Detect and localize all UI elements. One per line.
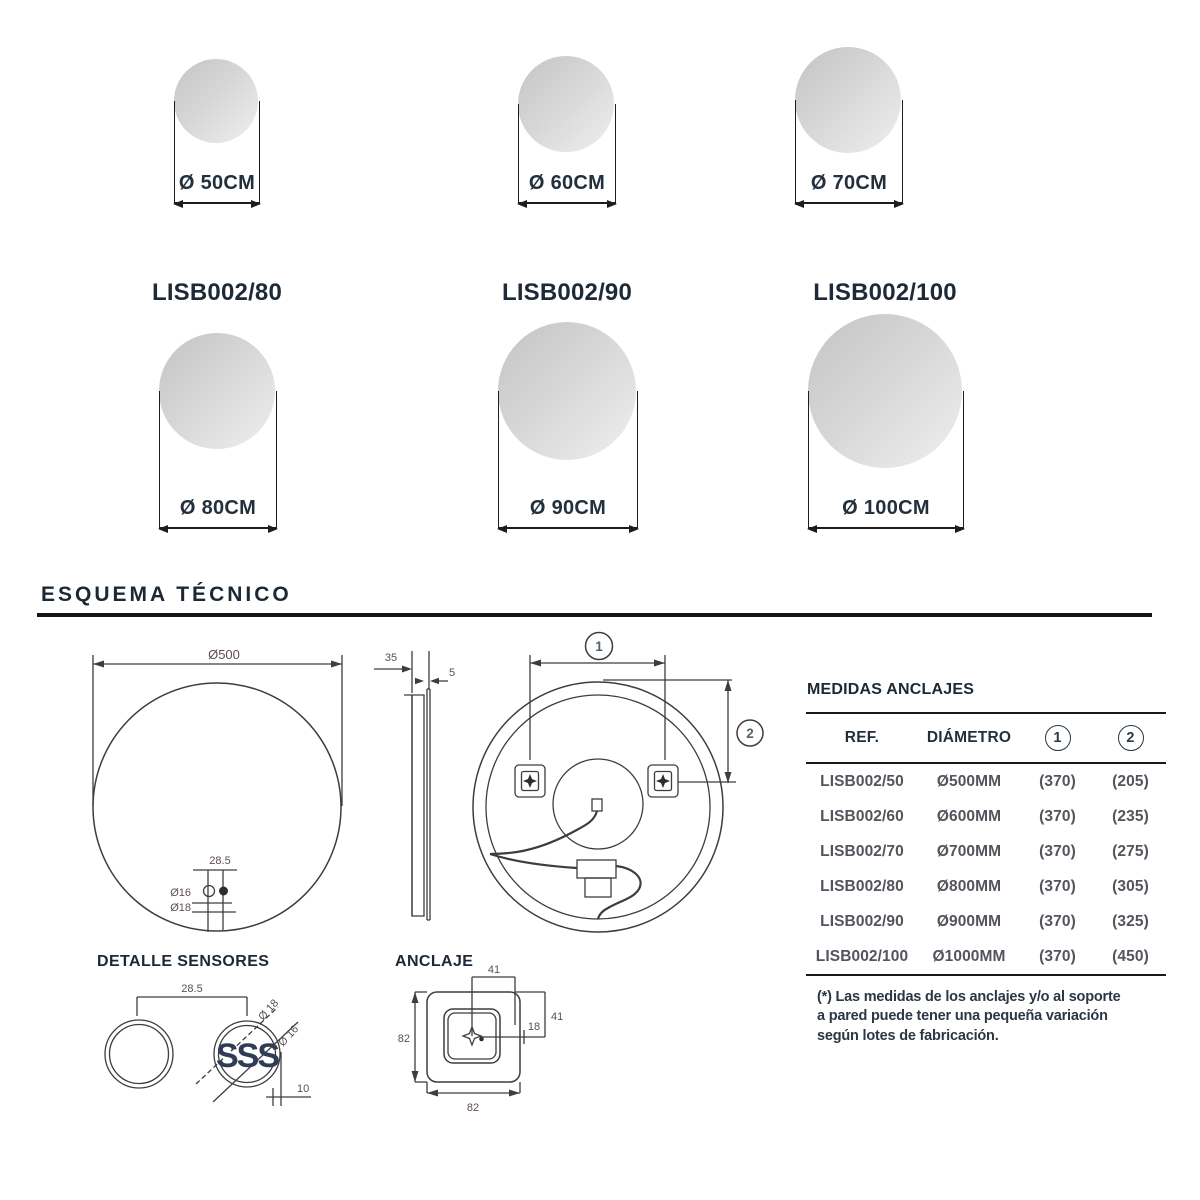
badge-2-icon: 2: [1118, 725, 1144, 751]
size-label: Ø 60CM: [528, 172, 606, 194]
dimension-bracket-50cm: [174, 101, 260, 204]
arrow-right-icon: [955, 525, 965, 533]
table-cell-ref: LISB002/50: [820, 772, 904, 790]
technical-drawings: [0, 620, 800, 1200]
table-cell-d1: (370): [1039, 807, 1076, 825]
arrow-left-icon: [173, 200, 183, 208]
arrow-right-icon: [629, 525, 639, 533]
badge-1-icon: 1: [1045, 725, 1071, 751]
back-view-drawing: [473, 633, 763, 933]
front-diameter-dim: Ø500: [208, 647, 240, 662]
table-header-col2: [1095, 714, 1166, 764]
dimension-bracket-80cm: [159, 391, 277, 529]
arrow-left-icon: [807, 525, 817, 533]
arrow-right-icon: [268, 525, 278, 533]
table-cell-d1: (370): [1039, 842, 1076, 860]
sensors-spacing-dim: 28.5: [181, 983, 203, 995]
anchors-table-title: MEDIDAS ANCLAJES: [807, 681, 975, 698]
table-cell-d1: (370): [1039, 772, 1076, 790]
table-cell-diameter: Ø1000MM: [918, 939, 1020, 976]
arrow-right-icon: [607, 200, 617, 208]
dimension-bracket-100cm: [808, 391, 964, 529]
anchors-table: [806, 712, 1166, 976]
product-code-label: LISB002/90: [501, 279, 633, 306]
sensors-d16-dim: Ø 16: [276, 1023, 302, 1050]
table-cell-diameter: Ø700MM: [936, 842, 1002, 860]
anchor-detail-drawing: [412, 977, 546, 1097]
table-cell-diameter: Ø900MM: [936, 912, 1002, 930]
arrow-right-icon: [251, 200, 261, 208]
heater-symbol: SSS: [215, 1037, 279, 1075]
table-header-ref: REF.: [806, 714, 918, 764]
table-cell-d2: (235): [1112, 807, 1149, 825]
size-label: Ø 70CM: [810, 172, 888, 194]
front-sensor-d18-dim: Ø18: [170, 902, 191, 914]
side-glass-dim: 5: [448, 667, 456, 679]
table-cell-d1: (370): [1039, 877, 1076, 895]
footnote-line: según lotes de fabricación.: [817, 1027, 999, 1044]
dimension-bracket-60cm: [518, 104, 616, 204]
table-cell-d2: (325): [1112, 912, 1149, 930]
back-badge1-label: 1: [595, 639, 603, 654]
product-code-label: LISB002/80: [151, 279, 283, 306]
arrow-left-icon: [517, 200, 527, 208]
front-sensor-spacing-dim: 28.5: [209, 855, 231, 867]
table-cell-ref: LISB002/90: [820, 912, 904, 930]
sensors-d18-dim: Ø 18: [256, 997, 282, 1024]
arrow-left-icon: [497, 525, 507, 533]
sensors-detail-title: DETALLE SENSORES: [97, 953, 270, 970]
table-cell-ref: LISB002/100: [806, 939, 918, 976]
arrow-left-icon: [158, 525, 168, 533]
size-label: Ø 80CM: [179, 497, 257, 519]
table-cell-diameter: Ø600MM: [936, 807, 1002, 825]
anchor-dim-top: 41: [487, 964, 501, 976]
table-cell-ref: LISB002/80: [820, 877, 904, 895]
front-sensor-d16-dim: Ø16: [170, 887, 191, 899]
anchor-dim-right: 41: [551, 1011, 564, 1023]
footnote-line: (*) Las medidas de los anclajes y/o al soporte: [817, 989, 1121, 1005]
dimension-bracket-70cm: [795, 100, 903, 204]
table-cell-diameter: Ø800MM: [936, 877, 1002, 895]
anchor-detail-title: ANCLAJE: [395, 953, 474, 970]
front-view-drawing: [93, 655, 342, 932]
side-depth-dim: 35: [384, 652, 398, 664]
arrow-left-icon: [794, 200, 804, 208]
section-title: ESQUEMA TÉCNICO: [41, 583, 292, 606]
size-label: Ø 90CM: [529, 497, 607, 519]
footnote-line: a pared puede tener una pequeña variación: [817, 1008, 1108, 1025]
section-divider: [37, 613, 1152, 617]
table-cell-d2: (305): [1112, 877, 1149, 895]
size-label: Ø 100CM: [842, 497, 930, 519]
table-cell-d2: (205): [1112, 772, 1149, 790]
side-profile-drawing: [374, 651, 448, 920]
table-header-col1: [1020, 714, 1095, 764]
table-cell-d1: (370): [1039, 912, 1076, 930]
table-footnote: [817, 988, 1165, 1046]
anchors-table-grid: [806, 712, 1166, 976]
table-cell-d2: (275): [1112, 842, 1149, 860]
table-cell-d1: (370): [1020, 939, 1095, 976]
table-cell-diameter: Ø500MM: [936, 772, 1002, 790]
anchor-dim-left: 82: [397, 1033, 410, 1045]
anchor-dim-bottom: 82: [466, 1102, 480, 1114]
anchor-dim-center: 18: [527, 1021, 541, 1033]
table-cell-ref: LISB002/70: [820, 842, 904, 860]
size-label: Ø 50CM: [178, 172, 256, 194]
back-badge2-label: 2: [746, 726, 754, 741]
sensors-offset-dim: 10: [297, 1083, 310, 1095]
dimension-bracket-90cm: [498, 391, 638, 529]
sensors-detail-drawing: [105, 997, 311, 1106]
table-cell-ref: LISB002/60: [820, 807, 904, 825]
table-header-diameter: DIÁMETRO: [918, 714, 1020, 764]
arrow-right-icon: [894, 200, 904, 208]
product-code-label: LISB002/100: [813, 279, 957, 306]
table-cell-d2: (450): [1095, 939, 1166, 976]
